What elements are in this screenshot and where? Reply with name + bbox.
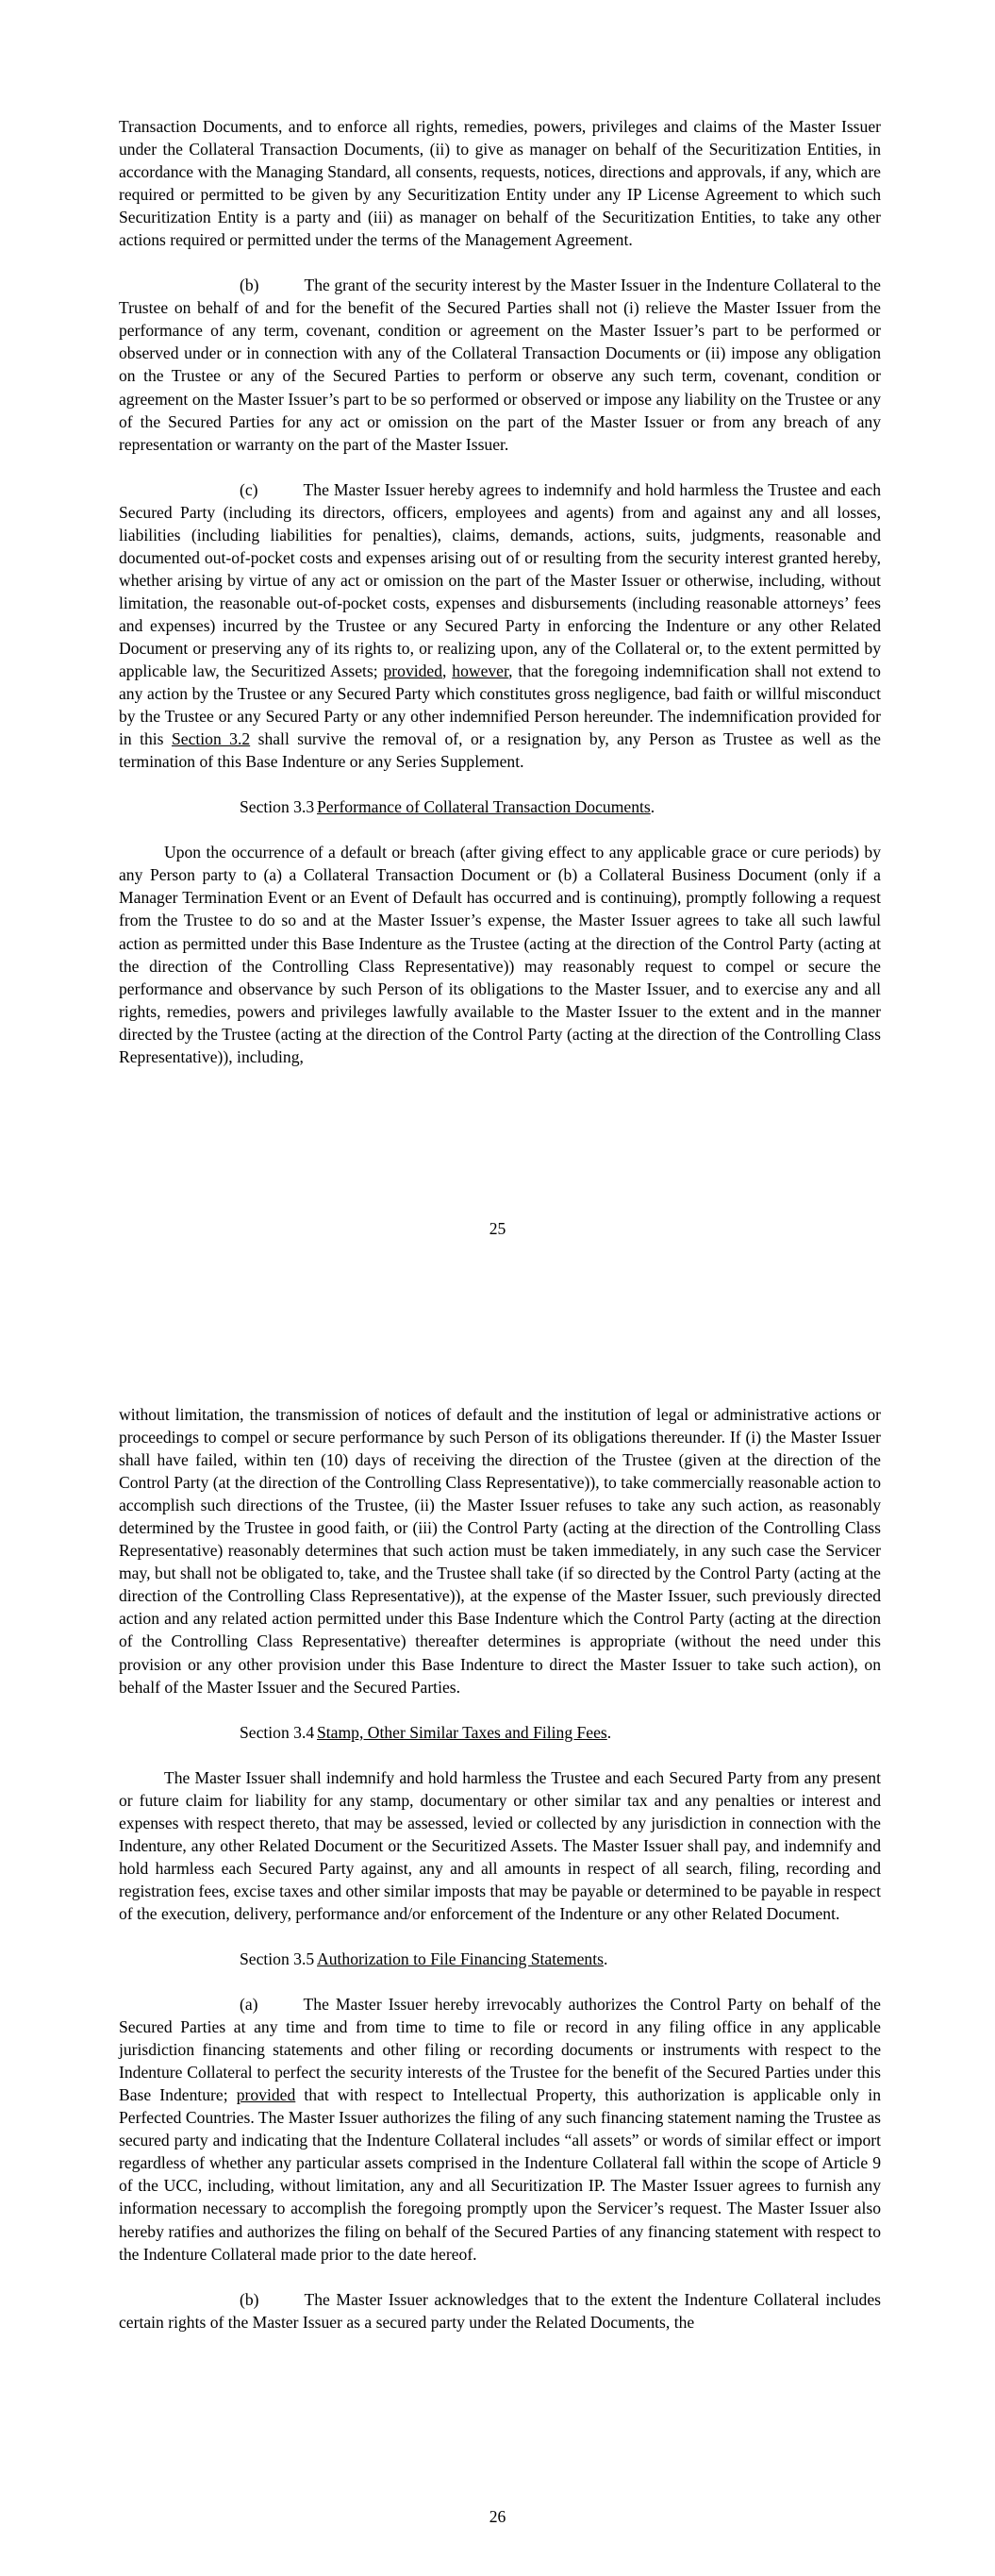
paragraph-text: The Master Issuer acknowledges that to the extent the Indenture Collateral includes certain rights of the Master Issuer as a secured party under the Related Documents, the (119, 2289, 881, 2332)
paragraph-text: The grant of the security interest by the Master Issuer in the Indenture Collateral to the Trustee on behalf of and for the benefit of the Secured Parties shall not (i) relieve the Master Issuer from the performance of any term, covenant, condition or agreement on the Master Issuer’s part to be performed or observed under or in connection with any of the Collateral Transaction Documents or (ii) impose any obligation on the Trustee or any of the Secured Parties to perform or observe any such term, covenant, condition or agreement on the Master Issuer’s part to be so performed or observed or impose any liability on the Trustee or any of the Secured Parties for any act or omission on the part of the Master Issuer or from any breach of any representation or warranty on the part of the Master Issuer. (119, 276, 881, 454)
section-number: Section 3.3 (240, 797, 315, 817)
section-3-2-reference: Section 3.2 (171, 729, 251, 749)
continued-paragraph: without limitation, the transmission of notices of default and the institution of legal or administrative actions or proceedings to compel or secure performance by such Person of its obligations thereunder. If (i) the Master Issuer shall have failed, within ten (10) days of receiving the direction of the Trustee (given at the direction of the Control Party (at the direction of the Controlling Class Representative)), to take commercially reasonable action to accomplish such directions of the Trustee, (ii) the Master Issuer refuses to take any such action, as reasonably determined by the Trustee in good faith, or (iii) the Control Party (acting at the direction of the Controlling Class Representative) reasonably determines that such action must be taken immediately, in any such case the Servicer may, but shall not be obligated to, take, and the Trustee shall take (if so directed by the Control Party (acting at the direction of the Controlling Class Representative)), at the expense of the Master Issuer, such previously directed action and any related action permitted under this Base Indenture which the Control Party (acting at the direction of the Controlling Class Representative) thereafter determines is appropriate (without the need under this provision or any other provision under this Base Indenture to direct the Master Issuer to take such action), on behalf of the Master Issuer and the Secured Parties. (119, 1405, 881, 1697)
page-26 (0, 1288, 995, 2576)
paragraph-3-2-c (119, 478, 881, 774)
page-number: 25 (489, 1219, 506, 1238)
page-25-text (119, 115, 881, 1068)
section-title: Performance of Collateral Transaction Documents (317, 797, 651, 817)
heading-period: . (650, 797, 655, 817)
section-title: Stamp, Other Similar Taxes and Filing Fees (317, 1722, 607, 1742)
section-3-5-heading (119, 1948, 881, 1970)
paragraph-text: , that the foregoing indemnification shall not extend to any action by the Trustee or any Secured Party which constitutes gross negligence, bad faith or willful misconduct by the Trustee or any Secured Party or any other indemnified Person hereunder. The indemnification provided for in this (119, 661, 881, 749)
section-number: Section 3.5 (240, 1949, 315, 1968)
intro-paragraph: Transaction Documents, and to enforce all rights, remedies, powers, privileges and claims of the Master Issuer under the Collateral Transaction Documents, (ii) to give as manager on behalf of the Securitization Entities, in accordance with the Managing Standard, all consents, requests, notices, directions and approvals, if any, which are required or permitted to be given by any Securitization Entity under any IP License Agreement to which such Securitization Entity is a party and (iii) as manager on behalf of the Securitization Entities, to take any other actions required or permitted under the terms of the Management Agreement. (119, 117, 881, 250)
section-3-4-paragraph: The Master Issuer shall indemnify and hold harmless the Trustee and each Secured Party from any present or future claim for liability for any stamp, documentary or other similar tax and any penalties or interest and expenses with respect thereto, that may be assessed, levied or collected by any jurisdiction in connection with the Indenture, any other Related Document or the Securitized Assets. The Master Issuer shall pay, and indemnify and hold harmless each Secured Party against, any and all amounts in respect of all search, filing, recording and registration fees, excise taxes and other similar imposts that may be payable or determined to be payable in respect of the execution, delivery, performance and/or enforcement of the Indenture or any other Related Document. (119, 1767, 881, 1923)
section-3-3-heading (119, 795, 881, 818)
comma: , (442, 661, 447, 681)
paragraph-3-2-b (119, 274, 881, 455)
provided-term: provided (383, 661, 443, 681)
paragraph-text: The Master Issuer hereby agrees to indemnify and hold harmless the Trustee and each Secured Party (including its directors, officers, employees and agents) from and against any and all losses, liabilities (including liabilities for penalties), claims, demands, actions, suits, judgments, reasonable and documented out-of-pocket costs and expenses arising out of or resulting from the security interest granted hereby, whether arising by virtue of any act or omission on the part of the Master Issuer or otherwise, including, without limitation, the reasonable out-of-pocket costs, expenses and disbursements (including reasonable attorneys’ fees and expenses) incurred by the Trustee or any Secured Party in enforcing the Indenture or any other Related Document or preserving any of its rights to, or realizing upon, any of the Collateral or, to the extent permitted by applicable law, the Securitized Assets; (119, 479, 881, 681)
paragraph-label: (b) (240, 2289, 259, 2309)
paragraph-text: that with respect to Intellectual Property, this authorization is applicable only in Perfected Countries. The Master Issuer authorizes the filing of any such financing statement naming the Trustee as secured party and indicating that the Indenture Collateral includes “all assets” or words of similar effect or import regardless of whether any particular assets comprised in the Indenture Collateral fall within the scope of Article 9 of the UCC, including, without limitation, any and all Securitization IP. The Master Issuer agrees to furnish any information necessary to accomplish the foregoing promptly upon the Servicer’s request. The Master Issuer also hereby ratifies and authorizes the filing on behalf of the Secured Parties of any financing statement with respect to the Indenture Collateral made prior to the date hereof. (119, 2085, 881, 2264)
paragraph-text: shall survive the removal of, or a resignation by, any Person as Trustee as well as the termination of this Base Indenture or any Series Supplement. (119, 729, 881, 772)
paragraph-label: (a) (240, 1995, 258, 2015)
paragraph-3-5-b (119, 2288, 881, 2333)
section-number: Section 3.4 (240, 1722, 315, 1742)
paragraph-3-5-a (119, 1993, 881, 2266)
section-3-3-paragraph: Upon the occurrence of a default or breach (after giving effect to any applicable grace or cure periods) by any Person party to (a) a Collateral Transaction Document or (b) a Collateral Business Document (only if a Manager Termination Event or an Event of Default has occurred and is continuing), promptly following a request from the Trustee to do so and at the Master Issuer’s expense, the Master Issuer agrees to take all such lawful action as permitted under this Base Indenture as the Trustee (acting at the direction of the Control Party (acting at the direction of the Controlling Class Representative)) may reasonably request to compel or secure the performance and observance by such Person of its obligations to the Master Issuer, and to exercise any and all rights, remedies, powers and privileges lawfully available to the Master Issuer to the extent and in the manner directed by the Trustee (acting at the direction of the Control Party (acting at the direction of the Controlling Class Representative)), including, (119, 843, 881, 1066)
provided-term: provided (236, 2085, 296, 2105)
section-title: Authorization to File Financing Statements (317, 1949, 604, 1968)
heading-period: . (603, 1949, 608, 1968)
paragraph-text: The Master Issuer hereby irrevocably authorizes the Control Party on behalf of the Secured Parties at any time and from time to time to file or record in any filing office in any applicable jurisdiction financing statements and other filing or recording documents or instruments with respect to the Indenture Collateral to perfect the security interests of the Trustee for the benefit of the Secured Parties under this Base Indenture; (119, 1995, 881, 2105)
section-3-4-heading (119, 1721, 881, 1744)
however-term: however (452, 661, 509, 681)
paragraph-label: (c) (240, 479, 258, 499)
heading-period: . (606, 1722, 612, 1742)
page-number: 26 (489, 2507, 506, 2526)
paragraph-label: (b) (240, 276, 259, 295)
page-26-text (119, 1403, 881, 2333)
